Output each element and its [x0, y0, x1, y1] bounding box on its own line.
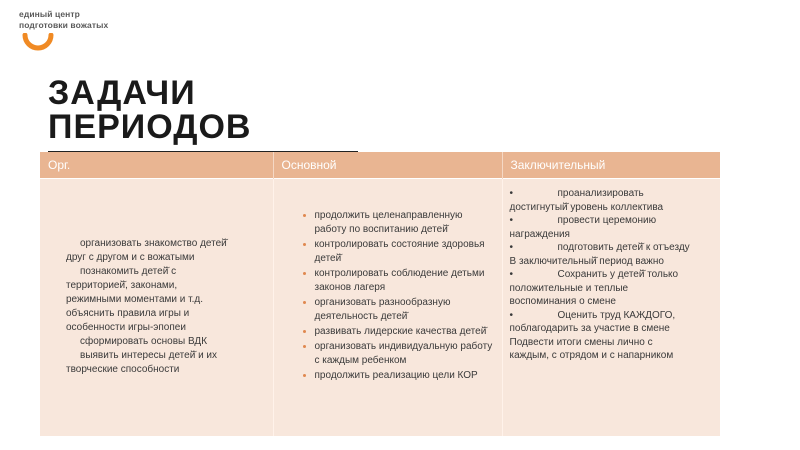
org-line: объяснить правила игры и	[66, 308, 190, 319]
page-title	[48, 76, 251, 144]
final-line: • Оценить труд КАЖДОГО,	[509, 309, 676, 321]
org-line: познакомить детей̆ с	[80, 266, 177, 277]
list-item: • организовать индивидуальную работу с каждым ребенком	[315, 340, 496, 369]
org-line: сформировать основы ВДК	[80, 336, 208, 347]
final-line: поблагодарить за участие в смене	[509, 323, 670, 334]
table-header-row	[40, 152, 720, 179]
list-item: • развивать лидерские качества детей̆	[315, 325, 496, 340]
list-item: • продолжить целенаправленную работу по воспитанию детей̆	[315, 209, 496, 238]
list-item: • организовать разнообразную деятельность детей̆	[315, 296, 496, 325]
title-line-1: ЗАДАЧИ	[48, 74, 196, 112]
table-row	[40, 179, 720, 437]
logo-line-2: подготовки вожатых	[19, 20, 109, 30]
list-item: • продолжить реализацию цели КОР	[315, 369, 496, 384]
header-org: Орг.	[40, 152, 273, 179]
org-line: друг с другом и с вожатыми	[66, 252, 195, 263]
logo-arc-icon	[20, 33, 60, 53]
list-item: • контролировать соблюдение детьми законов лагеря	[315, 267, 496, 296]
org-line: особенности игры-эпопеи	[66, 322, 186, 333]
logo-line-1: единый центр	[19, 9, 80, 19]
final-line: • проанализировать	[509, 188, 644, 199]
final-line: • провести церемонию	[509, 215, 657, 226]
final-line: каждым, с отрядом и с напарником	[509, 350, 674, 361]
title-line-2: ПЕРИОДОВ	[48, 108, 252, 146]
header-main: Основной	[273, 152, 502, 179]
final-line: положительные и теплые	[509, 282, 629, 294]
tasks-table	[40, 152, 720, 436]
logo-text	[19, 9, 108, 31]
final-line: награждения	[509, 228, 570, 240]
final-line: воспоминания о смене	[509, 296, 616, 307]
org-line: территорией̆, законами,	[66, 280, 178, 291]
final-line: В заключительный̆ период важно	[509, 255, 664, 267]
header-final: Заключительный	[502, 152, 720, 179]
final-line: • подготовить детей̆ к отъезду	[509, 242, 690, 253]
cell-org	[40, 179, 273, 437]
logo	[14, 8, 154, 56]
final-line: Подвести итоги смены лично с	[509, 336, 653, 348]
final-line: достигнутый̆ уровень коллектива	[509, 201, 664, 213]
cell-main	[273, 179, 502, 437]
org-line: режимными моментами и т.д.	[66, 294, 204, 305]
org-line: организовать знакомство детей̆	[80, 238, 227, 249]
list-item: • контролировать состояние здоровья детей̆	[315, 238, 496, 267]
main-list	[304, 209, 496, 384]
org-line: выявить интересы детей̆ и их	[80, 350, 218, 361]
org-line: творческие способности	[66, 364, 180, 375]
final-line: • Сохранить у детей̆ только	[509, 269, 679, 280]
cell-final	[502, 179, 720, 437]
